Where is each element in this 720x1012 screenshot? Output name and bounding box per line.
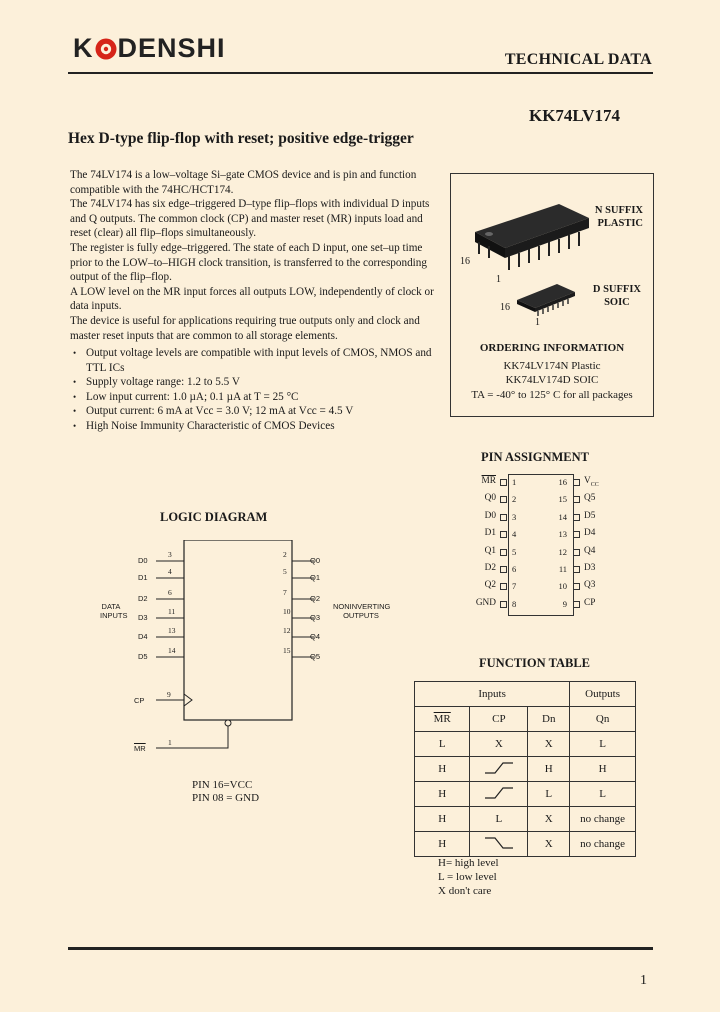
page-subtitle: Hex D-type flip-flop with reset; positive edge-trigger — [68, 130, 414, 147]
data-inputs-label — [100, 602, 128, 620]
ft-cell-dn: X — [528, 807, 570, 832]
mr-pin-number: 1 — [168, 738, 172, 747]
input-label: D5 — [138, 652, 148, 661]
pin-number-left: 1 — [512, 477, 517, 487]
legend-item: X don't care — [438, 885, 492, 897]
n-plastic-text: PLASTIC — [597, 218, 643, 229]
description-paragraph: The register is fully edge–triggered. The state of each D input, one set–up time prior to the LOW–to–HIGH clock transition, is transferred to the corresponding output of the flip–flop. — [70, 241, 427, 284]
ft-row — [415, 782, 636, 807]
pin-number-left: 8 — [512, 598, 517, 609]
ft-cell-qn: no change — [570, 832, 636, 857]
pin-stub — [500, 531, 507, 538]
description-paragraph: The 74LV174 is a low–voltage Si–gate CMOS device and is pin and function compatible with the 74HC/HCT174. — [70, 169, 417, 196]
n-suffix-text: N SUFFIX — [594, 205, 643, 216]
pin-number-right: 11 — [558, 564, 567, 574]
function-table — [414, 681, 636, 857]
ft-col-cp: CP — [470, 707, 528, 732]
ft-cell-cp: L — [470, 807, 528, 832]
logo-sun-icon — [95, 38, 117, 60]
ft-row — [415, 732, 636, 757]
pin-stub — [573, 514, 580, 521]
output-label: Q0 — [310, 556, 321, 565]
input-label: D0 — [138, 556, 148, 565]
pin-name-left: D1 — [484, 528, 496, 539]
pin-number-right: 15 — [558, 494, 567, 505]
ft-row — [415, 757, 636, 782]
pin-name-left: Q1 — [484, 545, 496, 556]
order-d-line: KK74LV174D SOIC — [505, 374, 599, 386]
ordering-title: ORDERING INFORMATION — [479, 342, 625, 354]
pin-stub — [573, 566, 580, 573]
description-paragraph: A LOW level on the MR input forces all outputs LOW, independently of clock or data inputs. — [70, 285, 434, 313]
d-suffix-label — [593, 283, 641, 309]
output-pin-number: 12 — [283, 626, 291, 635]
ft-col-mr-text: $\overline{MR}$ — [433, 713, 451, 725]
ft-cell-cp — [470, 832, 528, 857]
description — [70, 168, 440, 343]
input-pin-number: 6 — [168, 588, 172, 597]
technical-data-heading: TECHNICAL DATA — [504, 51, 652, 68]
pin-number-right: 16 — [558, 477, 567, 487]
pin-name-left: Q0 — [484, 493, 496, 504]
ft-cell-qn: H — [570, 757, 636, 782]
noninverting-line1: NONINVERTING — [333, 602, 391, 611]
vcc-subscript: CC — [590, 481, 599, 488]
ft-col-dn: Dn — [528, 707, 570, 732]
page-number: 1 — [640, 973, 647, 988]
temp-range-line: TA = -40° to 125° C for all packages — [471, 389, 633, 401]
ft-cell-mr: L — [415, 732, 470, 757]
part-number: KK74LV174 — [528, 106, 620, 125]
pin-name-left: D0 — [484, 510, 496, 521]
ft-outputs-header: Outputs — [570, 682, 636, 707]
pin-number-left: 2 — [512, 494, 517, 505]
bottom-rule — [68, 947, 653, 950]
note-gnd: PIN 08 = GND — [192, 792, 260, 804]
pin-stub — [573, 496, 580, 503]
ft-col-mr — [415, 707, 470, 732]
pin-name-right: Q5 — [584, 493, 596, 504]
ft-cell-dn: X — [528, 832, 570, 857]
pin-number-right: 12 — [558, 546, 567, 557]
pin-name-left: $\overline{MR}$ — [481, 476, 496, 486]
ft-cell-cp — [470, 782, 528, 807]
pin-stub — [500, 514, 507, 521]
n-suffix-label — [595, 204, 643, 230]
logic-diagram-title: LOGIC DIAGRAM — [160, 510, 268, 524]
data-inputs-line1: DATA — [101, 602, 121, 611]
pin-number-right: 13 — [558, 529, 567, 540]
output-label: Q1 — [310, 573, 321, 582]
pin-name-right: CP — [584, 597, 596, 608]
kodenshi-logo — [73, 33, 226, 64]
ft-row — [415, 832, 636, 857]
mr-label — [134, 744, 146, 753]
ft-col-qn: Qn — [570, 707, 636, 732]
input-label: D2 — [138, 594, 148, 603]
package-info-box — [450, 173, 654, 417]
output-label: Q5 — [310, 652, 321, 661]
cp-label: CP — [134, 696, 145, 705]
pin-stub — [500, 601, 507, 608]
soic-package-icon — [513, 278, 579, 318]
note-vcc: PIN 16=VCC — [192, 779, 253, 791]
pin-number-left: 7 — [512, 581, 517, 592]
output-pin-number: 10 — [283, 607, 291, 616]
pin-number-left: 3 — [512, 511, 517, 522]
feature-list — [70, 346, 442, 434]
logo-text-right: DENSHI — [117, 33, 226, 63]
feature-item: • Output voltage levels are compatible with input levels of CMOS, NMOS and TTL ICs — [70, 346, 442, 375]
ft-cell-mr: H — [415, 807, 470, 832]
feature-item: • Output current: 6 mA at Vcc = 3.0 V; 12 mA at Vcc = 4.5 V — [70, 404, 442, 419]
input-pin-number: 4 — [168, 567, 172, 576]
input-pin-number: 11 — [168, 607, 176, 616]
ft-cell-mr: H — [415, 832, 470, 857]
d-soic-text: SOIC — [604, 297, 630, 308]
pin-stub — [500, 583, 507, 590]
function-table-legend — [438, 856, 499, 898]
d-suffix-text: D SUFFIX — [592, 284, 641, 295]
logo-text-left: K — [73, 33, 94, 63]
function-table-title: FUNCTION TABLE — [479, 656, 591, 670]
pin-stub — [500, 549, 507, 556]
data-inputs-line2: INPUTS — [100, 611, 128, 620]
pin-name-left: GND — [475, 597, 496, 608]
ft-cell-cp — [470, 757, 528, 782]
mr-line — [156, 726, 228, 748]
pin-name-right: D3 — [584, 563, 596, 573]
input-label: D4 — [138, 632, 148, 641]
dip-pin1-label: 1 — [496, 274, 501, 285]
power-pin-notes — [192, 779, 259, 805]
pin-name-right: Q4 — [584, 545, 596, 556]
pin-name-right: Q3 — [584, 580, 596, 591]
pin-name-left: Q2 — [484, 580, 496, 591]
pin-name-left: D2 — [484, 563, 496, 573]
ft-cell-dn: L — [528, 782, 570, 807]
ft-inputs-header: Inputs — [415, 682, 570, 707]
dip-pin16-label: 16 — [460, 256, 470, 267]
input-pin-number: 14 — [168, 646, 176, 655]
pin-name-right: $V_{CC}$ — [584, 476, 599, 488]
pin-stub — [500, 566, 507, 573]
pin-number-left: 6 — [512, 564, 517, 574]
description-paragraph: The 74LV174 has six edge–triggered D–type flip–flops with individual D inputs and Q outputs. The common clock (CP) and master reset (MR) inputs load and reset (clear) all flip–flops simultaneously. — [70, 198, 430, 240]
clock-triangle-icon — [184, 694, 192, 706]
legend-item: L = low level — [438, 871, 497, 883]
output-pin-number: 15 — [283, 646, 291, 655]
ft-row — [415, 807, 636, 832]
dip-package-icon — [459, 192, 594, 292]
input-label: D1 — [138, 573, 148, 582]
rising-edge-icon — [484, 761, 514, 775]
ft-cell-qn: L — [570, 732, 636, 757]
ft-column-row — [415, 707, 636, 732]
rising-edge-icon — [484, 786, 514, 800]
pin-stub — [500, 479, 507, 486]
ft-header-row — [415, 682, 636, 707]
pin-stub — [573, 549, 580, 556]
ft-cell-mr: H — [415, 782, 470, 807]
top-rule — [68, 72, 653, 74]
ft-body — [415, 732, 636, 857]
output-pin-number: 5 — [283, 567, 287, 576]
pin-number-right: 10 — [558, 581, 567, 592]
logic-diagram — [120, 540, 400, 760]
feature-item: • High Noise Immunity Characteristic of CMOS Devices — [70, 419, 442, 434]
output-label: Q2 — [310, 594, 321, 603]
falling-edge-icon — [484, 836, 514, 850]
noninverting-outputs-label — [333, 602, 389, 620]
ft-cell-qn: no change — [570, 807, 636, 832]
flip-flop-block — [184, 540, 292, 720]
mr-label-text: $\overline{MR}$ — [134, 744, 146, 753]
pin-name-right: D4 — [584, 528, 596, 539]
legend-item: H= high level — [438, 857, 499, 869]
pin-name-right: D5 — [584, 510, 596, 521]
input-pin-number: 13 — [168, 626, 176, 635]
soic-pin1-label: 1 — [535, 317, 540, 328]
pin-number-left: 4 — [512, 529, 517, 540]
soic-pin16-label: 16 — [500, 302, 510, 313]
output-pin-number: 7 — [283, 588, 287, 597]
feature-item: • Supply voltage range: 1.2 to 5.5 V — [70, 375, 442, 390]
pin-stub — [500, 496, 507, 503]
noninverting-line2: OUTPUTS — [343, 611, 379, 620]
output-label: Q3 — [310, 613, 321, 622]
cp-pin-number: 9 — [167, 690, 171, 699]
pin-number-left: 5 — [512, 546, 517, 557]
output-label: Q4 — [310, 632, 321, 641]
pin-number-right: 9 — [562, 598, 567, 609]
order-n-line: KK74LV174N Plastic — [503, 360, 601, 372]
output-pin-number: 2 — [283, 550, 287, 559]
ft-cell-cp: X — [470, 732, 528, 757]
pin-stub — [573, 583, 580, 590]
ft-cell-dn: H — [528, 757, 570, 782]
description-paragraph: The device is useful for applications requiring true outputs only and clock and master reset inputs that are common to all storage elements. — [70, 314, 420, 342]
feature-item: • Low input current: 1.0 µA; 0.1 µA at T = 25 °C — [70, 390, 442, 405]
ft-cell-mr: H — [415, 757, 470, 782]
ft-cell-qn: L — [570, 782, 636, 807]
pin-stub — [573, 601, 580, 608]
pin-stub — [573, 479, 580, 486]
ft-cell-dn: X — [528, 732, 570, 757]
pin-assignment-title: PIN ASSIGNMENT — [481, 450, 590, 464]
input-pin-number: 3 — [168, 550, 172, 559]
mr-inversion-bubble — [225, 720, 231, 726]
input-label: D3 — [138, 613, 148, 622]
pin-stub — [573, 531, 580, 538]
pin-number-right: 14 — [558, 511, 567, 522]
